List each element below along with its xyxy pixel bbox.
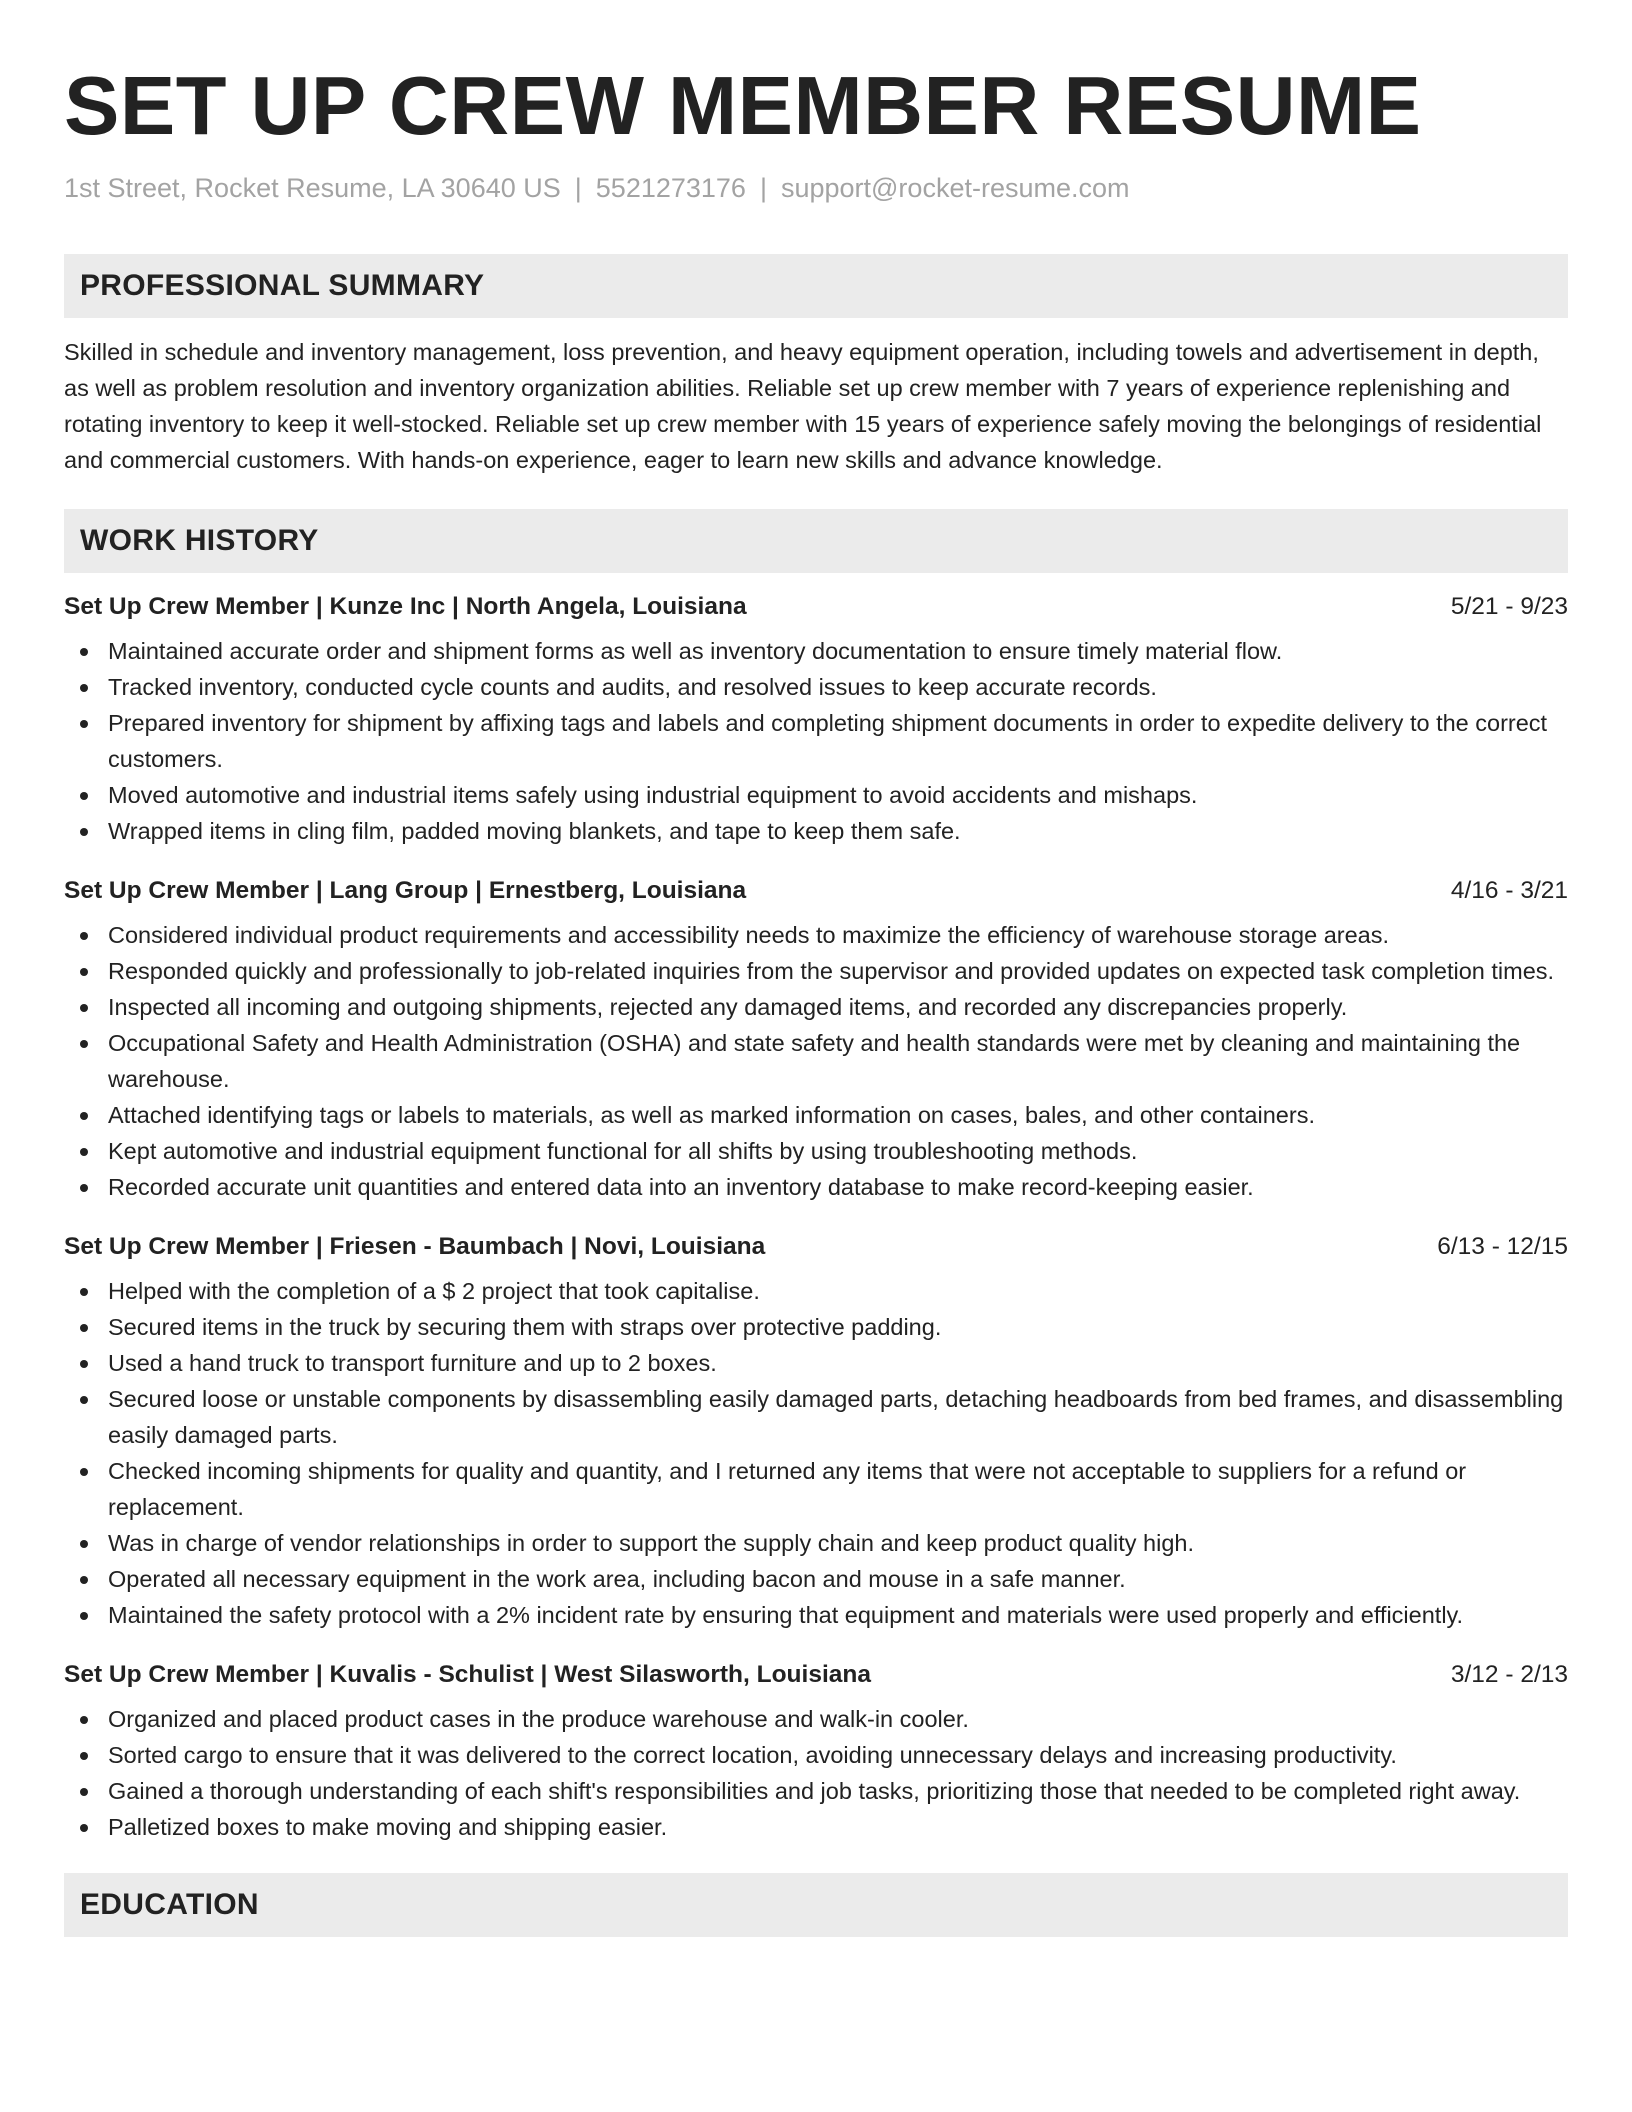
job-bullet-list	[64, 1273, 1568, 1633]
job-bullet: Attached identifying tags or labels to materials, as well as marked information on cases, bales, and other containers.	[64, 1097, 1568, 1133]
contact-address: 1st Street, Rocket Resume, LA 30640 US	[64, 173, 561, 203]
job-dates: 3/12 - 2/13	[1450, 1661, 1568, 1688]
job-bullet: Responded quickly and professionally to job-related inquiries from the supervisor and provided updates on expected task completion times.	[64, 953, 1568, 989]
contact-separator: |	[574, 173, 582, 203]
job-bullet: Occupational Safety and Health Administration (OSHA) and state safety and health standards were met by cleaning and maintaining the warehouse.	[64, 1025, 1568, 1097]
job-bullet: Tracked inventory, conducted cycle counts and audits, and resolved issues to keep accurate records.	[64, 669, 1568, 705]
job-header	[64, 1659, 1568, 1691]
job-bullet: Considered individual product requirements and accessibility needs to maximize the efficiency of warehouse storage areas.	[64, 917, 1568, 953]
job-list	[64, 591, 1568, 1845]
job-dates: 4/16 - 3/21	[1450, 877, 1568, 904]
job-bullet: Recorded accurate unit quantities and entered data into an inventory database to make record-keeping easier.	[64, 1169, 1568, 1205]
job-bullet: Gained a thorough understanding of each shift's responsibilities and job tasks, prioritizing those that needed to be completed right away.	[64, 1773, 1568, 1809]
job-header	[64, 1231, 1568, 1263]
contact-phone: 5521273176	[595, 173, 746, 203]
job-dates: 5/21 - 9/23	[1450, 593, 1568, 620]
contact-line	[64, 175, 1568, 202]
job-title: Set Up Crew Member | Kunze Inc | North Angela, Louisiana	[64, 593, 747, 620]
job-header	[64, 591, 1568, 623]
summary-text: Skilled in schedule and inventory management, loss prevention, and heavy equipment operation, including towels and advertisement in depth, as well as problem resolution and inventory organization abilities. Reliable set up crew member with 7 years of experience replenishing and rotating inventory to keep it well-stocked. Reliable set up crew member with 15 years of experience safely moving the belongings of residential and commercial customers. With hands-on experience, eager to learn new skills and advance knowledge.	[64, 339, 1542, 473]
job-bullet-list	[64, 633, 1568, 849]
job-bullet: Checked incoming shipments for quality and quantity, and I returned any items that were not acceptable to suppliers for a refund or replacement.	[64, 1453, 1568, 1525]
job-bullet: Sorted cargo to ensure that it was delivered to the correct location, avoiding unnecessary delays and increasing productivity.	[64, 1737, 1568, 1773]
job-entry	[64, 1231, 1568, 1633]
job-bullet: Inspected all incoming and outgoing shipments, rejected any damaged items, and recorded any discrepancies properly.	[64, 989, 1568, 1025]
section-heading-work-history: WORK HISTORY	[64, 509, 1568, 573]
job-bullet: Helped with the completion of a $ 2 project that took capitalise.	[64, 1273, 1568, 1309]
job-bullet: Prepared inventory for shipment by affixing tags and labels and completing shipment documents in order to expedite delivery to the correct customers.	[64, 705, 1568, 777]
job-bullet: Operated all necessary equipment in the work area, including bacon and mouse in a safe manner.	[64, 1561, 1568, 1597]
job-bullet: Organized and placed product cases in the produce warehouse and walk-in cooler.	[64, 1701, 1568, 1737]
job-title: Set Up Crew Member | Lang Group | Ernestberg, Louisiana	[64, 877, 747, 904]
job-bullet: Maintained the safety protocol with a 2% incident rate by ensuring that equipment and materials were used properly and efficiently.	[64, 1597, 1568, 1633]
job-title: Set Up Crew Member | Friesen - Baumbach | Novi, Louisiana	[64, 1233, 766, 1260]
job-entry	[64, 875, 1568, 1205]
section-heading-education: EDUCATION	[64, 1873, 1568, 1937]
resume-title: SET UP CREW MEMBER RESUME	[64, 59, 1422, 152]
job-bullet: Was in charge of vendor relationships in order to support the supply chain and keep product quality high.	[64, 1525, 1568, 1561]
section-heading-summary: PROFESSIONAL SUMMARY	[64, 254, 1568, 318]
job-dates: 6/13 - 12/15	[1437, 1233, 1568, 1260]
job-entry	[64, 591, 1568, 849]
job-bullet: Used a hand truck to transport furniture and up to 2 boxes.	[64, 1345, 1568, 1381]
job-bullet: Moved automotive and industrial items safely using industrial equipment to avoid accidents and mishaps.	[64, 777, 1568, 813]
job-bullet: Wrapped items in cling film, padded moving blankets, and tape to keep them safe.	[64, 813, 1568, 849]
job-bullet: Secured loose or unstable components by disassembling easily damaged parts, detaching headboards from bed frames, and disassembling easily damaged parts.	[64, 1381, 1568, 1453]
contact-separator: |	[759, 173, 767, 203]
job-bullet: Palletized boxes to make moving and shipping easier.	[64, 1809, 1568, 1845]
job-bullet: Kept automotive and industrial equipment functional for all shifts by using troubleshooting methods.	[64, 1133, 1568, 1169]
job-title: Set Up Crew Member | Kuvalis - Schulist | West Silasworth, Louisiana	[64, 1661, 871, 1688]
job-entry	[64, 1659, 1568, 1845]
job-header	[64, 875, 1568, 907]
job-bullet-list	[64, 917, 1568, 1205]
job-bullet: Secured items in the truck by securing them with straps over protective padding.	[64, 1309, 1568, 1345]
job-bullet: Maintained accurate order and shipment forms as well as inventory documentation to ensure timely material flow.	[64, 633, 1568, 669]
contact-email: support@rocket-resume.com	[780, 173, 1130, 203]
job-bullet-list	[64, 1701, 1568, 1845]
